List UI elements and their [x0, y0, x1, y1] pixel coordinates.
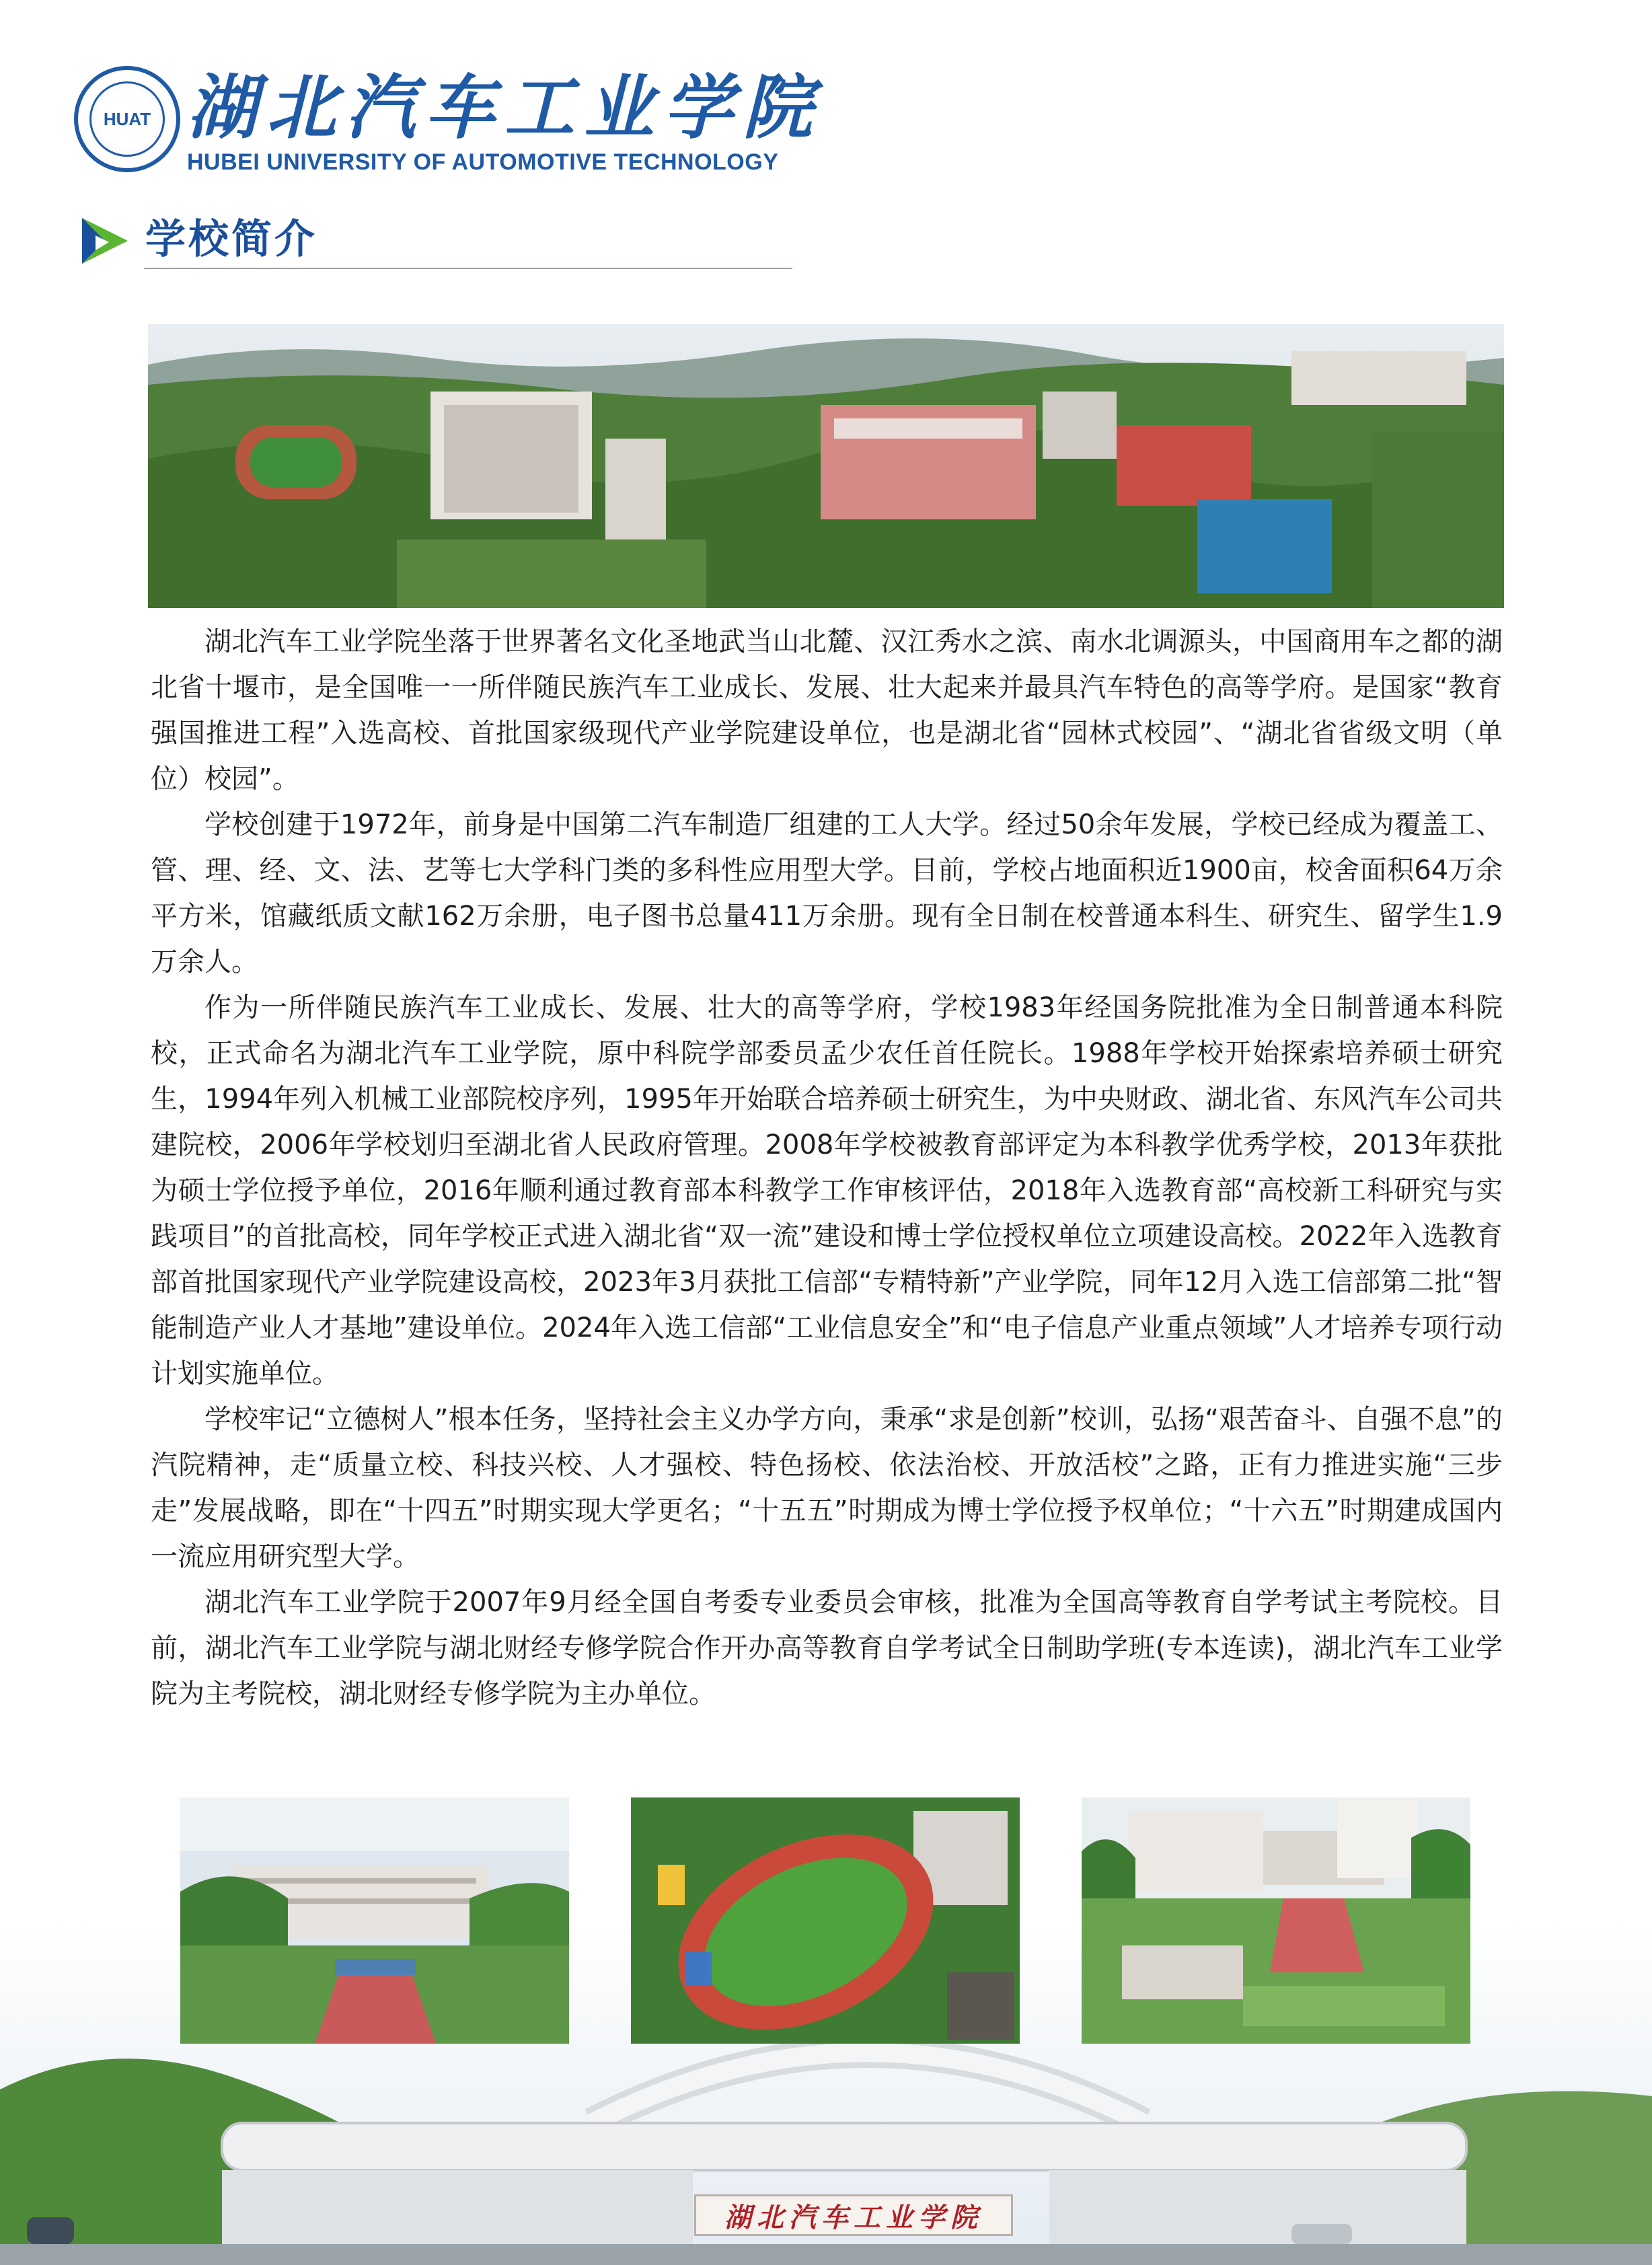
play-triangle-icon: [79, 215, 130, 266]
paragraph-2: 学校创建于1972年，前身是中国第二汽车制造厂组建的工人大学。经过50余年发展，学校已经成为覆盖工、管、理、经、文、法、艺等七大学科门类的多科性应用型大学。目前，学校占地面积近1900亩，校舍面积64万余平方米，馆藏纸质文献162万余册，电子图书总量411万余册。现有全日制在校普通本科生、研究生、留学生1.9万余人。: [151, 809, 1503, 977]
paragraph-1: 湖北汽车工业学院坐落于世界著名文化圣地武当山北麓、汉江秀水之滨、南水北调源头，中国商用车之都的湖北省十堰市，是全国唯一一所伴随民族汽车工业成长、发展、壮大起来并最具汽车特色的高等学府。是国家“教育强国推进工程”入选高校、首批国家级现代产业学院建设单位，也是湖北省“园林式校园”、“湖北省省级文明（单位）校园”。: [151, 626, 1503, 794]
paragraph-5: 湖北汽车工业学院于2007年9月经全国自考委专业委员会审核，批准为全国高等教育自学考试主考院校。目前，湖北汽车工业学院与湖北财经专修学院合作开办高等教育自学考试全日制助学班(专本连读)，湖北汽车工业学院为主考院校，湖北财经专修学院为主办单位。: [151, 1587, 1503, 1709]
campus-photo-main-building: [180, 1797, 569, 2044]
paragraph-4: 学校牢记“立德树人”根本任务，坚持社会主义办学方向，秉承“求是创新”校训，弘扬“艰苦奋斗、自强不息”的汽院精神，走“质量立校、科技兴校、人才强校、特色扬校、依法治校、开放活校”之路，正有力推进实施“三步走”发展战略，即在“十四五”时期实现大学更名；“十五五”时期成为博士学位授予权单位；“十六五”时期建成国内一流应用研究型大学。: [151, 1404, 1503, 1572]
university-seal-logo: [74, 66, 180, 172]
campus-photo-sports-field: [631, 1797, 1020, 2044]
gate-name-sign: 湖北汽车工业学院: [694, 2194, 1013, 2236]
section-title: 学校简介: [145, 216, 317, 263]
university-name-cn: 湖北汽车工业学院: [187, 66, 823, 149]
seal-center: HUAT: [89, 81, 165, 157]
university-name-en: HUBEI UNIVERSITY OF AUTOMOTIVE TECHNOLOGY: [187, 149, 779, 175]
section-divider: [144, 268, 792, 269]
paragraph-3: 作为一所伴随民族汽车工业成长、发展、壮大的高等学府，学校1983年经国务院批准为全日制普通本科院校，正式命名为湖北汽车工业学院，原中科院学部委员孟少农任首任院长。1988年学校开始探索培养硕士研究生，1994年列入机械工业部院校序列，1995年开始联合培养硕士研究生，为中央财政、湖北省、东风汽车公司共建院校，2006年学校划归至湖北省人民政府管理。2008年学校被教育部评定为本科教学优秀学校，2013年获批为硕士学位授予单位，2016年顺利通过教育部本科教学工作审核评估，2018年入选教育部“高校新工科研究与实践项目”的首批高校，同年学校正式进入湖北省“双一流”建设和博士学位授权单位立项建设高校。2022年入选教育部首批国家现代产业学院建设高校，2023年3月获批工信部“专精特新”产业学院，同年12月入选工信部第二批“智能制造产业人才基地”建设单位。2024年入选工信部“工业信息安全”和“电子信息产业重点领域”人才培养专项行动计划实施单位。: [151, 992, 1503, 1389]
campus-photo-garden-plaza: [1082, 1797, 1470, 2044]
introduction-text: [151, 619, 1503, 1717]
campus-panorama-photo: [148, 324, 1504, 608]
